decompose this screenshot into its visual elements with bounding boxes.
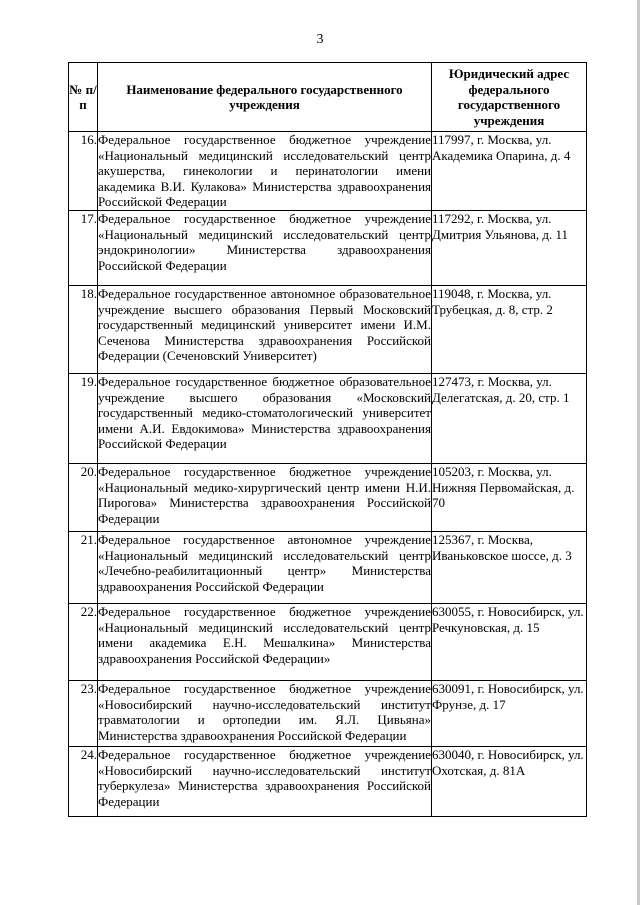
row-name: Федеральное государственное автономное учреждение «Национальный медицинский исследовательский центр «Лечебно-реабилитационный центр» Министерства здравоохранения Российской Федерации [98, 532, 432, 604]
table-header-row [69, 63, 587, 132]
row-name: Федеральное государственное бюджетное учреждение «Национальный медицинский исследовательский центр эндокринологии» Министерства здравоохранения Российской Федерации [98, 211, 432, 286]
row-name: Федеральное государственное бюджетное образовательное учреждение высшего образования «Московский государственный медико-стоматологический университет имени А.И. Евдокимова» Министерства здравоохранения Российской Федерации [98, 374, 432, 464]
institutions-table [68, 62, 587, 817]
row-num: 18. [69, 286, 98, 374]
row-name: Федеральное государственное бюджетное учреждение «Национальный медицинский исследовательский центр имени академика Е.Н. Мешалкина» Министерства здравоохранения Российской Федерации» [98, 604, 432, 681]
row-num: 20. [69, 464, 98, 532]
table-row [69, 374, 587, 464]
row-address: 630091, г. Новосибирск, ул. Фрунзе, д. 17 [432, 681, 587, 747]
row-address: 127473, г. Москва, ул. Делегатская, д. 20, стр. 1 [432, 374, 587, 464]
row-num: 19. [69, 374, 98, 464]
table-row [69, 604, 587, 681]
table-row [69, 747, 587, 817]
row-num: 21. [69, 532, 98, 604]
row-address: 117997, г. Москва, ул. Академика Опарина, д. 4 [432, 132, 587, 211]
row-num: 23. [69, 681, 98, 747]
header-address: Юридический адрес федерального государственного учреждения [432, 63, 587, 132]
row-num: 17. [69, 211, 98, 286]
table-row [69, 132, 587, 211]
row-num: 16. [69, 132, 98, 211]
table-row [69, 464, 587, 532]
row-address: 105203, г. Москва, ул. Нижняя Первомайская, д. 70 [432, 464, 587, 532]
row-address: 125367, г. Москва, Иваньковское шоссе, д. 3 [432, 532, 587, 604]
table-row [69, 211, 587, 286]
row-name: Федеральное государственное бюджетное учреждение «Новосибирский научно-исследовательский институт туберкулеза» Министерства здравоохранения Российской Федерации [98, 747, 432, 817]
table-row [69, 681, 587, 747]
row-name: Федеральное государственное автономное образовательное учреждение высшего образования Первый Московский государственный медицинский университет имени И.М. Сеченова Министерства здравоохранения Российской Федерации (Сеченовский Университет) [98, 286, 432, 374]
page-number: 3 [316, 32, 324, 47]
header-num: № п/п [69, 63, 98, 132]
header-name: Наименование федерального государственного учреждения [98, 63, 432, 132]
table-row [69, 532, 587, 604]
table-row [69, 286, 587, 374]
row-address: 119048, г. Москва, ул. Трубецкая, д. 8, стр. 2 [432, 286, 587, 374]
row-address: 117292, г. Москва, ул. Дмитрия Ульянова, д. 11 [432, 211, 587, 286]
row-name: Федеральное государственное бюджетное учреждение «Национальный медико-хирургический центр имени Н.И. Пирогова» Министерства здравоохранения Российской Федерации [98, 464, 432, 532]
row-name: Федеральное государственное бюджетное учреждение «Новосибирский научно-исследовательский институт травматологии и ортопедии им. Я.Л. Цивьяна» Министерства здравоохранения Российской Федерации [98, 681, 432, 747]
row-num: 22. [69, 604, 98, 681]
row-address: 630040, г. Новосибирск, ул. Охотская, д. 81А [432, 747, 587, 817]
row-address: 630055, г. Новосибирск, ул. Речкуновская, д. 15 [432, 604, 587, 681]
row-num: 24. [69, 747, 98, 817]
row-name: Федеральное государственное бюджетное учреждение «Национальный медицинский исследовательский центр акушерства, гинекологии и перинатологии имени академика В.И. Кулакова» Министерства здравоохранения Российской Федерации [98, 132, 431, 209]
